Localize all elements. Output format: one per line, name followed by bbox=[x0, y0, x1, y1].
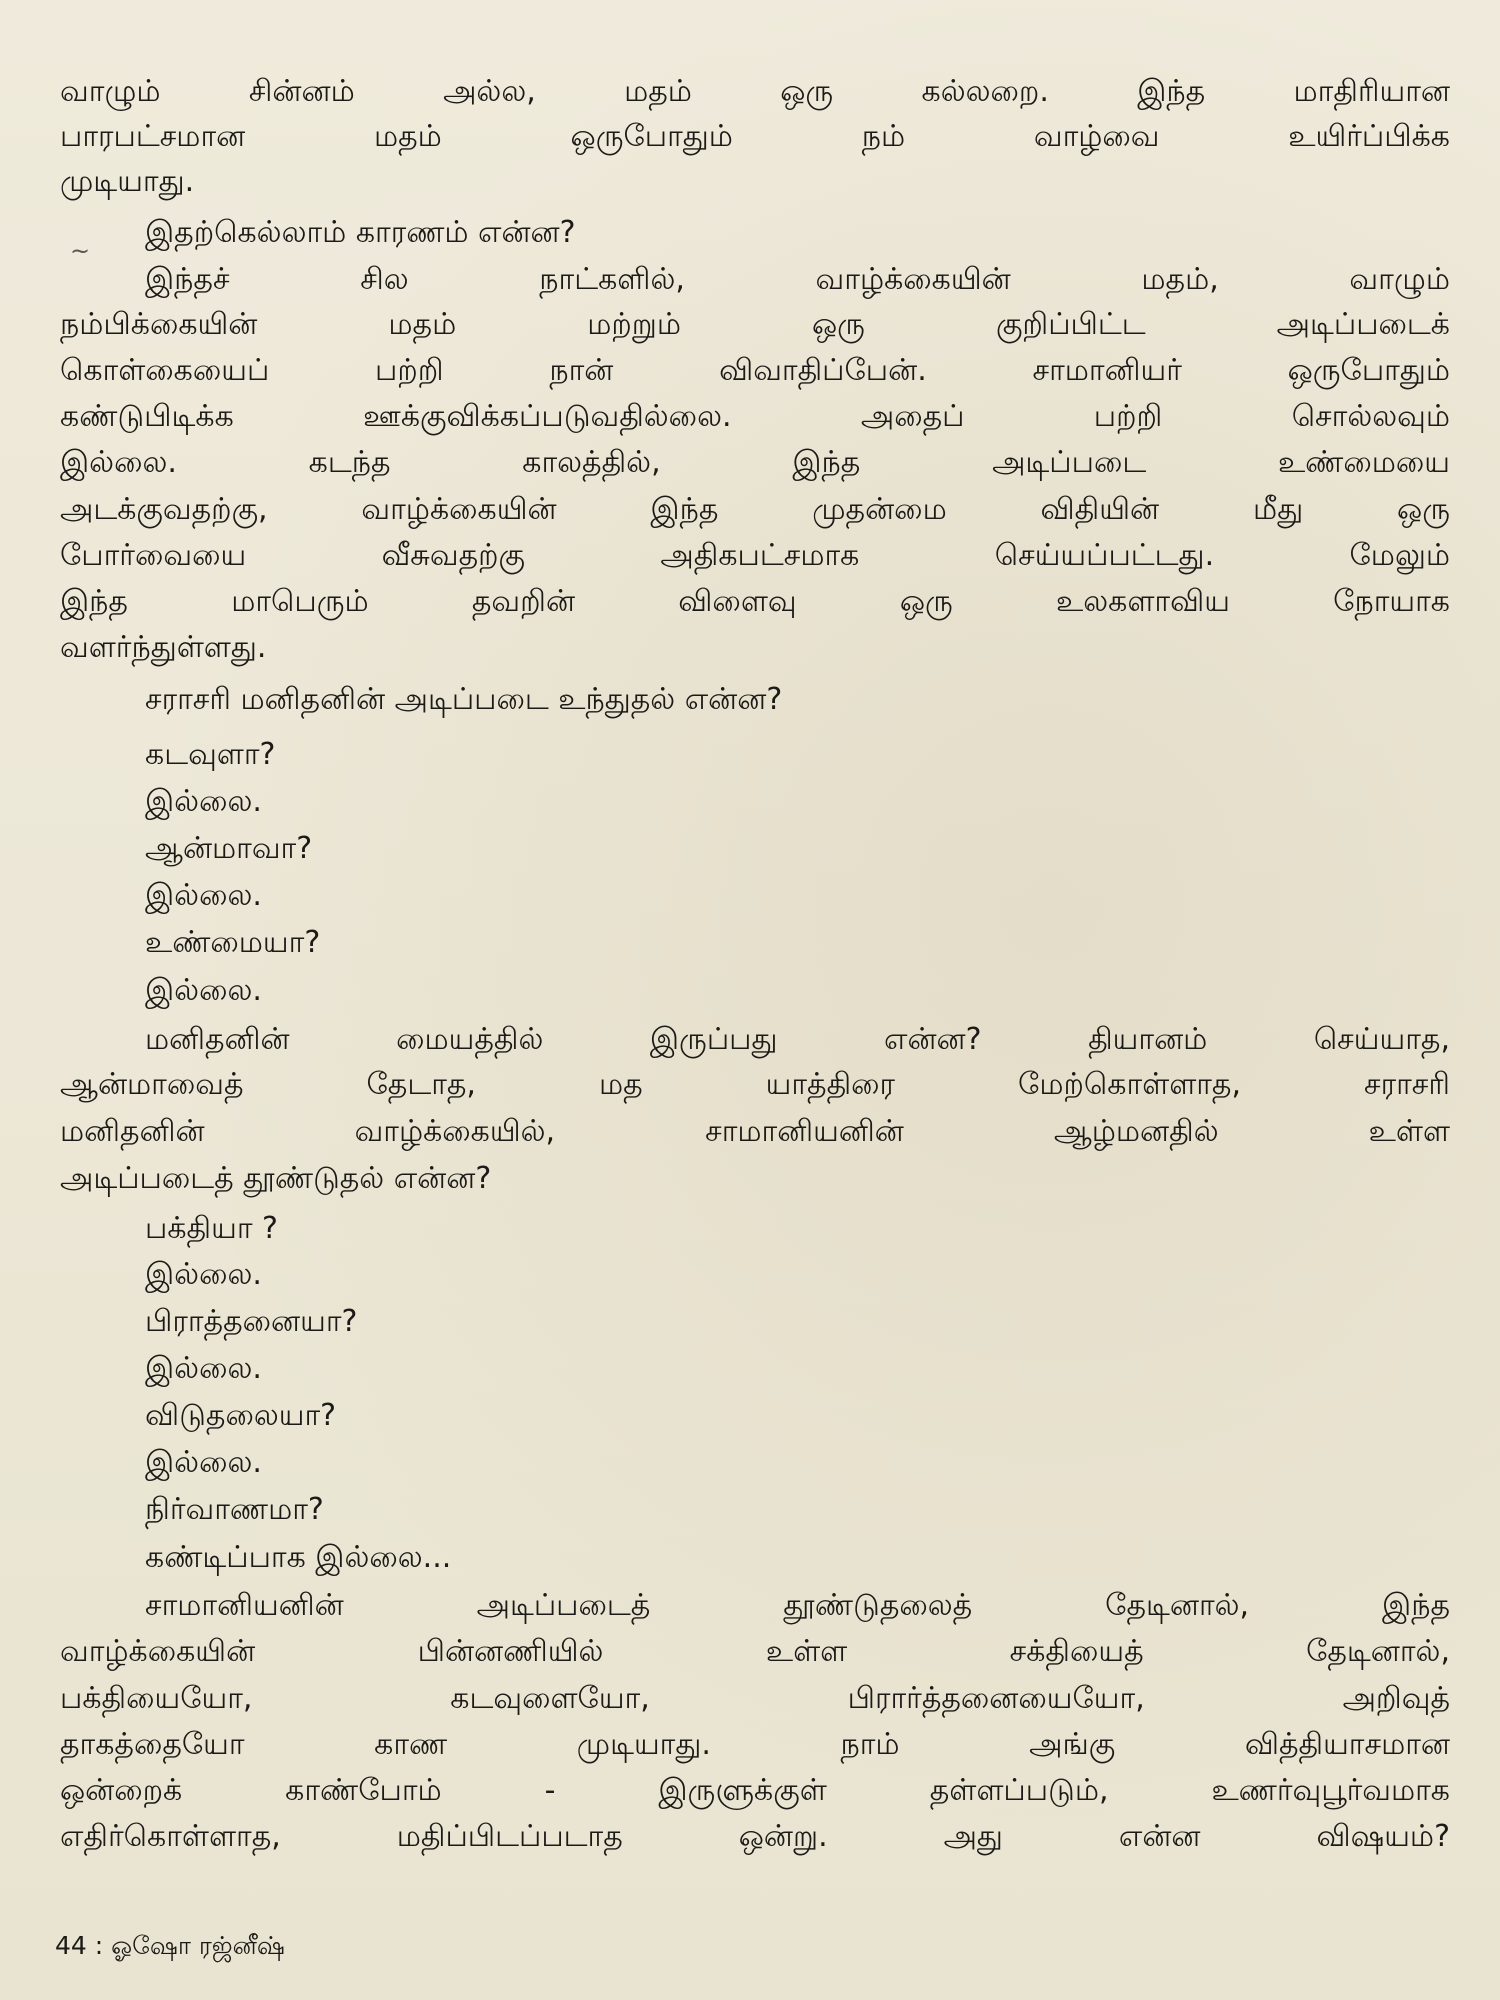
text-line: விடுதலையா? bbox=[145, 1398, 337, 1433]
margin-mark: ~ bbox=[70, 237, 91, 265]
text-line: ஆன்மாவா? bbox=[145, 831, 313, 866]
text-line: இல்லை. bbox=[145, 878, 262, 913]
text-line: கண்டிப்பாக இல்லை... bbox=[145, 1540, 452, 1575]
page-footer: 44 : ஓஷோ ரஜ்னீஷ் bbox=[55, 1931, 285, 1960]
text-line: வாழ்க்கையின் பின்னணியில் உள்ள சக்தியைத் தேடினால், bbox=[60, 1634, 1450, 1669]
text-line: பிராத்தனையா? bbox=[145, 1304, 358, 1339]
text-line: கடவுளா? bbox=[145, 737, 276, 772]
text-line: பக்தியையோ, கடவுளையோ, பிரார்த்தனையையோ, அறிவுத் bbox=[60, 1681, 1450, 1716]
text-line: இந்த மாபெரும் தவறின் விளைவு ஒரு உலகளாவிய நோயாக bbox=[60, 584, 1450, 619]
text-line: இல்லை. bbox=[145, 1351, 262, 1386]
text-line: முடியாது. bbox=[60, 164, 195, 199]
text-line: பக்தியா ? bbox=[145, 1211, 278, 1246]
text-line: இல்லை. bbox=[145, 973, 262, 1008]
text-line: தாகத்தையோ காண முடியாது. நாம் அங்கு வித்தியாசமான bbox=[60, 1727, 1450, 1762]
text-line: இல்லை. கடந்த காலத்தில், இந்த அடிப்படை உண்மையை bbox=[60, 445, 1450, 480]
text-line: எதிர்கொள்ளாத, மதிப்பிடப்படாத ஒன்று. அது என்ன விஷயம்? bbox=[60, 1819, 1450, 1854]
text-line: ஒன்றைக் காண்போம் - இருளுக்குள் தள்ளப்படும், உணர்வுபூர்வமாக bbox=[60, 1773, 1450, 1808]
text-line: நம்பிக்கையின் மதம் மற்றும் ஒரு குறிப்பிட்ட அடிப்படைக் bbox=[60, 307, 1450, 342]
text-line: வாழும் சின்னம் அல்ல, மதம் ஒரு கல்லறை. இந்த மாதிரியான bbox=[60, 74, 1450, 109]
text-line: சராசரி மனிதனின் அடிப்படை உந்துதல் என்ன? bbox=[145, 682, 783, 717]
text-line: இதற்கெல்லாம் காரணம் என்ன? bbox=[145, 215, 576, 250]
text-line: இந்தச் சில நாட்களில், வாழ்க்கையின் மதம், வாழும் bbox=[145, 262, 1450, 297]
text-line: அடக்குவதற்கு, வாழ்க்கையின் இந்த முதன்மை விதியின் மீது ஒரு bbox=[60, 492, 1450, 527]
text-line: பாரபட்சமான மதம் ஒருபோதும் நம் வாழ்வை உயிர்ப்பிக்க bbox=[60, 119, 1450, 154]
text-line: வளர்ந்துள்ளது. bbox=[60, 630, 267, 665]
text-line: சாமானியனின் அடிப்படைத் தூண்டுதலைத் தேடினால், இந்த bbox=[145, 1588, 1450, 1623]
text-line: இல்லை. bbox=[145, 784, 262, 819]
text-line: உண்மையா? bbox=[145, 925, 321, 960]
text-line: கண்டுபிடிக்க ஊக்குவிக்கப்படுவதில்லை. அதைப் பற்றி சொல்லவும் bbox=[60, 399, 1450, 434]
text-line: ஆன்மாவைத் தேடாத, மத யாத்திரை மேற்கொள்ளாத, சராசரி bbox=[60, 1067, 1450, 1102]
text-line: மனிதனின் வாழ்க்கையில், சாமானியனின் ஆழ்மனதில் உள்ள bbox=[60, 1114, 1450, 1149]
text-line: போர்வையை வீசுவதற்கு அதிகபட்சமாக செய்யப்பட்டது. மேலும் bbox=[60, 538, 1450, 573]
text-line: இல்லை. bbox=[145, 1445, 262, 1480]
text-line: மனிதனின் மையத்தில் இருப்பது என்ன? தியானம் செய்யாத, bbox=[145, 1022, 1450, 1057]
text-line: கொள்கையைப் பற்றி நான் விவாதிப்பேன். சாமானியர் ஒருபோதும் bbox=[60, 353, 1450, 388]
text-line: நிர்வாணமா? bbox=[145, 1492, 324, 1527]
text-line: இல்லை. bbox=[145, 1257, 262, 1292]
text-line: அடிப்படைத் தூண்டுதல் என்ன? bbox=[60, 1161, 492, 1196]
